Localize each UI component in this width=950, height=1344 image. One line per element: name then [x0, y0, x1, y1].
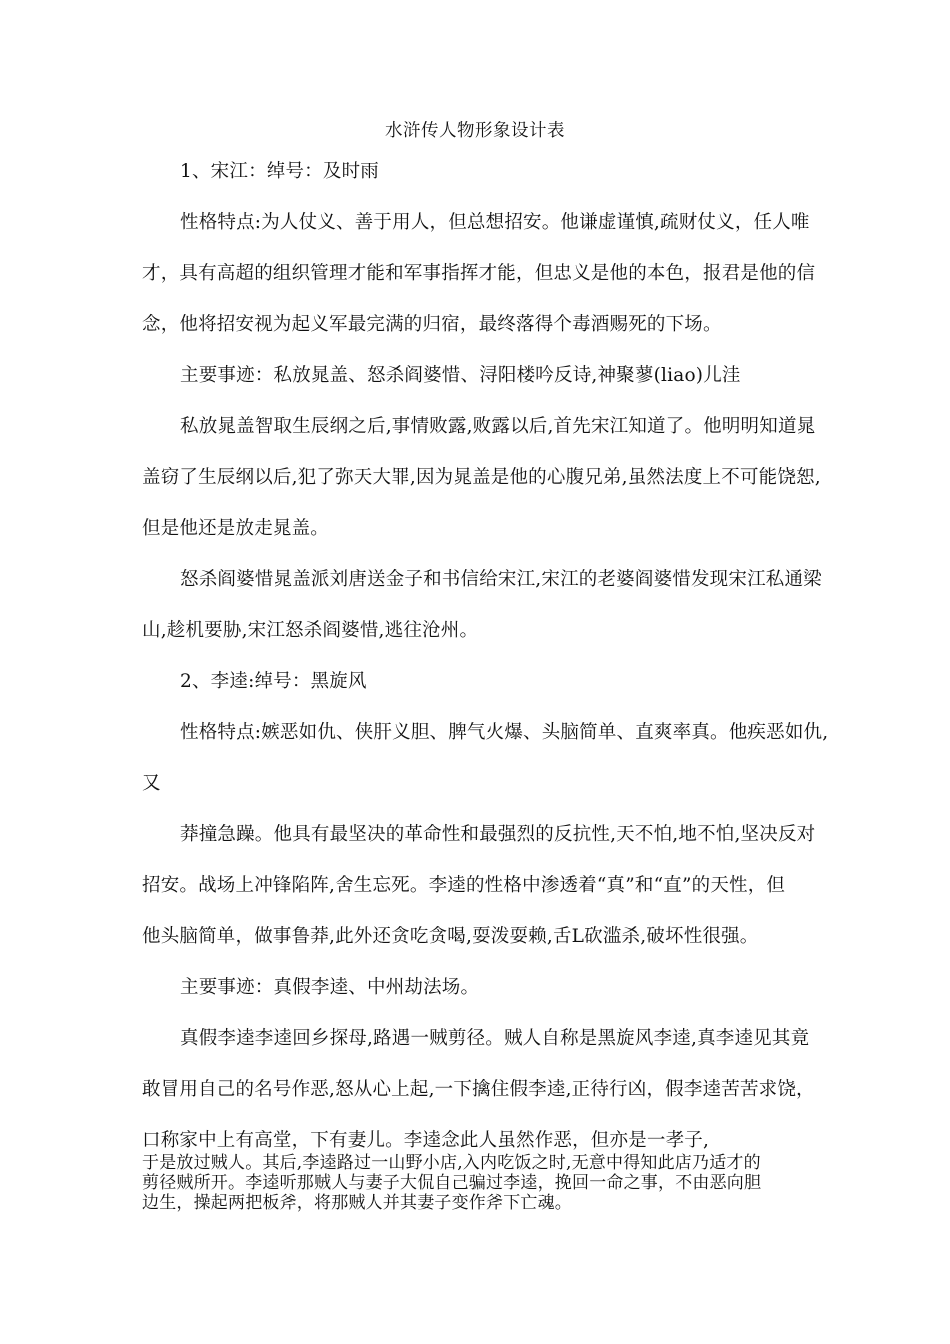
paragraph-line: 于是放过贼人。其后,李逵路过一山野小店,入内吃饭之时,无意中得知此店乃适才的 — [142, 1153, 761, 1173]
paragraph-line: 但是他还是放走晁盖。 — [142, 518, 330, 539]
paragraph-line: 私放晁盖智取生辰纲之后,事情败露,败露以后,首先宋江知道了。他明明知道晁 — [180, 416, 816, 437]
paragraph-line: 盖窃了生辰纲以后,犯了弥天大罪,因为晁盖是他的心腹兄弟,虽然法度上不可能饶恕, — [142, 467, 821, 488]
heading-songjiang: 1、宋江：绰号：及时雨 — [180, 161, 379, 182]
paragraph-line: 他头脑简单，做事鲁莽,此外还贪吃贪喝,耍泼耍赖,舌L砍滥杀,破坏性很强。 — [142, 926, 759, 947]
paragraph-line: 口称家中上有高堂，下有妻儿。李逵念此人虽然作恶，但亦是一孝子, — [142, 1130, 710, 1151]
paragraph-line: 剪径贼所开。李逵听那贼人与妻子大侃自己骗过李逵，挽回一命之事，不由恶向胆 — [142, 1173, 762, 1193]
paragraph-line: 怒杀阎婆惜晁盖派刘唐送金子和书信给宋江,宋江的老婆阎婆惜发现宋江私通梁 — [180, 569, 822, 590]
paragraph-line: 主要事迹：真假李逵、中州劫法场。 — [180, 977, 480, 998]
paragraph-line: 莽撞急躁。他具有最坚决的革命性和最强烈的反抗性,天不怕,地不怕,坚决反对 — [180, 824, 816, 845]
paragraph-line: 性格特点:为人仗义、善于用人，但总想招安。他谦虚谨慎,疏财仗义，任人唯 — [180, 212, 810, 233]
paragraph-line: 念，他将招安视为起义军最完满的归宿，最终落得个毒酒赐死的下场。 — [142, 314, 722, 335]
paragraph-line: 主要事迹：私放晁盖、怒杀阎婆惜、浔阳楼吟反诗,神聚蓼(liao)儿洼 — [180, 365, 741, 386]
paragraph-line: 山,趁机要胁,宋江怒杀阎婆惜,逃往沧州。 — [142, 620, 479, 641]
heading-likui: 2、李逵:绰号：黑旋风 — [180, 671, 367, 692]
paragraph-line: 又 — [142, 773, 161, 794]
document-title: 水浒传人物形象设计表 — [385, 121, 565, 141]
paragraph-line: 性格特点:嫉恶如仇、侠肝义胆、脾气火爆、头脑简单、直爽率真。他疾恶如仇, — [180, 722, 829, 743]
paragraph-line: 真假李逵李逵回乡探母,路遇一贼剪径。贼人自称是黑旋风李逵,真李逵见其竟 — [180, 1028, 810, 1049]
paragraph-line: 才，具有高超的组织管理才能和军事指挥才能，但忠义是他的本色，报君是他的信 — [142, 263, 816, 284]
paragraph-line: 招安。战场上冲锋陷阵,舍生忘死。李逵的性格中渗透着“真”和“直”的天性，但 — [142, 875, 786, 896]
paragraph-line: 边生，操起两把板斧，将那贼人并其妻子变作斧下亡魂。 — [142, 1193, 572, 1213]
paragraph-line: 敢冒用自己的名号作恶,怒从心上起,一下擒住假李逵,正待行凶，假李逵苦苦求饶， — [142, 1079, 815, 1100]
